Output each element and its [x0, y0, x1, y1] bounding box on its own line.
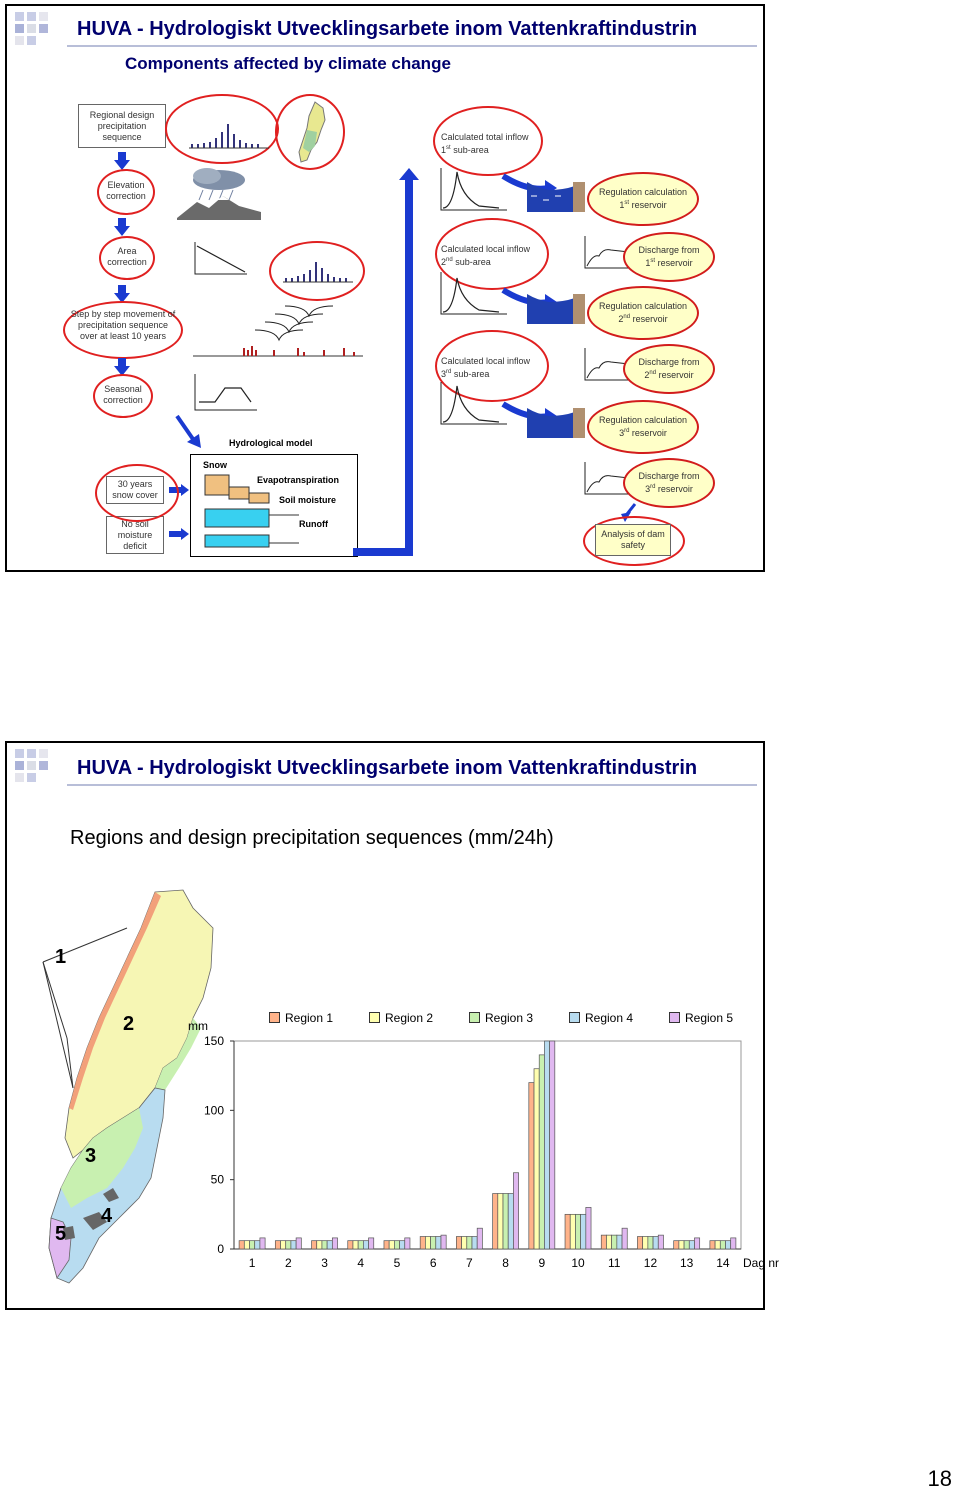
inflow-2-sup: nd — [446, 257, 453, 263]
bar-region-2 — [570, 1214, 575, 1249]
no-soil-box: No soil moisture deficit — [106, 516, 164, 554]
bar-region-5 — [332, 1238, 337, 1249]
plot-area — [234, 1041, 741, 1249]
elevation-label: Elevation correction — [106, 180, 146, 201]
bar-region-5 — [550, 1041, 555, 1249]
bar-region-4 — [436, 1237, 441, 1249]
hydrograph-1-icon — [439, 166, 509, 212]
inflow-3-tail: sub-area — [451, 369, 490, 379]
arrow-to-model-icon — [175, 414, 203, 450]
discharge-3-sup: rd — [650, 484, 656, 490]
bar-region-5 — [477, 1228, 482, 1249]
regulation-2-title: Regulation calculation — [598, 301, 688, 311]
regulation-3-oval — [587, 400, 699, 454]
reservoir-1-icon — [527, 178, 587, 214]
legend-swatch — [569, 1012, 580, 1023]
bar-region-2 — [281, 1241, 286, 1249]
bar-region-1 — [239, 1241, 244, 1249]
bar-region-5 — [369, 1238, 374, 1249]
bar-region-4 — [581, 1214, 586, 1249]
bar-region-1 — [493, 1194, 498, 1249]
x-tick-label: 9 — [538, 1256, 546, 1270]
bar-region-2 — [389, 1241, 394, 1249]
bar-region-1 — [312, 1241, 317, 1249]
discharge-1-label — [638, 245, 699, 269]
regulation-3-num: 3 — [619, 428, 625, 438]
x-tick-label: 14 — [716, 1256, 730, 1270]
legend-swatch — [269, 1012, 280, 1023]
inflow-1-label — [441, 132, 541, 156]
discharge-1-tail: reservoir — [655, 258, 693, 268]
bar-region-3 — [720, 1241, 725, 1249]
inflow-2-label — [441, 244, 545, 268]
bar-region-5 — [405, 1238, 410, 1249]
region-4-label: 4 — [101, 1205, 113, 1227]
bar-region-3 — [575, 1214, 580, 1249]
bar-region-1 — [529, 1083, 534, 1249]
x-tick-label: 4 — [357, 1256, 365, 1270]
bar-region-3 — [648, 1237, 653, 1249]
bar-region-2 — [534, 1069, 539, 1249]
bar-region-4 — [544, 1041, 549, 1249]
bar-region-4 — [508, 1194, 513, 1249]
bar-region-1 — [601, 1235, 606, 1249]
bar-region-4 — [255, 1241, 260, 1249]
legend-label: Region 2 — [385, 1011, 434, 1025]
bar-region-1 — [348, 1241, 353, 1249]
legend-swatch — [469, 1012, 480, 1023]
bar-region-3 — [358, 1241, 363, 1249]
bar-region-5 — [731, 1238, 736, 1249]
x-tick-label: 1 — [248, 1256, 256, 1270]
runoff-label: Runoff — [299, 519, 328, 529]
bar-region-2 — [606, 1235, 611, 1249]
legend-item — [269, 1011, 333, 1025]
bar-region-1 — [456, 1237, 461, 1249]
bar-region-3 — [322, 1241, 327, 1249]
bar-region-2 — [244, 1241, 249, 1249]
header-title: HUVA - Hydrologiskt Utvecklingsarbete inom Vattenkraftindustrin — [77, 18, 698, 40]
regulation-1-num: 1 — [619, 200, 625, 210]
header-title: HUVA - Hydrologiskt Utvecklingsarbete inom Vattenkraftindustrin — [77, 757, 698, 779]
discharge-2-oval — [623, 344, 715, 394]
x-tick-label: 6 — [429, 1256, 437, 1270]
bar-region-2 — [317, 1241, 322, 1249]
bar-region-1 — [637, 1237, 642, 1249]
header-rule — [67, 784, 757, 786]
inflow-2-title: Calculated local inflow — [441, 244, 531, 254]
regulation-3-label — [599, 415, 687, 439]
discharge-2-tail: reservoir — [656, 370, 694, 380]
chart-ylabel: mm — [188, 1019, 208, 1033]
bar-region-5 — [441, 1235, 446, 1249]
model-tanks-icon — [203, 473, 303, 553]
discharge-3-tail: reservoir — [655, 484, 693, 494]
legend-label: Region 4 — [585, 1011, 634, 1025]
regulation-2-tail: reservoir — [630, 314, 668, 324]
reservoir-2-icon — [527, 290, 587, 326]
bar-region-3 — [539, 1055, 544, 1249]
regional-sequence-box: Regional design precipitation sequence — [78, 104, 166, 148]
hydrograph-3-icon — [439, 380, 509, 426]
snow-nosoil-oval — [95, 464, 179, 522]
x-tick-label: 8 — [502, 1256, 509, 1270]
precipitation-chart — [177, 1031, 780, 1271]
x-tick-label: 10 — [571, 1256, 585, 1270]
y-tick-label: 50 — [210, 1172, 224, 1187]
bar-region-2 — [498, 1194, 503, 1249]
soil-label: Soil moisture — [279, 495, 337, 505]
discharge-3-label — [638, 471, 699, 495]
hydrograph-2-icon — [439, 270, 509, 316]
y-tick-label: 150 — [203, 1034, 224, 1048]
bar-region-4 — [689, 1241, 694, 1249]
regulation-1-label — [599, 187, 687, 211]
regulation-2-sup: nd — [623, 314, 631, 320]
bar-region-5 — [694, 1238, 699, 1249]
bar-region-2 — [643, 1237, 648, 1249]
bar-region-3 — [612, 1235, 617, 1249]
region-5-label: 5 — [55, 1223, 67, 1245]
area-bars-icon — [283, 258, 353, 284]
region-1-label: 1 — [55, 946, 67, 968]
page-number: 18 — [927, 1466, 952, 1491]
legend-swatch — [369, 1012, 380, 1023]
area-curve-icon — [193, 240, 249, 276]
regional-bars-icon — [189, 120, 269, 150]
discharge-2-sup: nd — [649, 370, 657, 376]
discharge-2-num: 2 — [644, 370, 650, 380]
inflow-1-title: Calculated total inflow — [441, 132, 529, 142]
regulation-1-oval — [587, 172, 699, 226]
hydrological-model-title: Hydrological model — [229, 438, 313, 448]
discharge-2-label — [638, 357, 699, 381]
discharge-3-title: Discharge from — [638, 471, 700, 481]
bar-region-5 — [586, 1207, 591, 1249]
bar-region-4 — [617, 1235, 622, 1249]
evap-label: Evapotranspiration — [257, 475, 340, 485]
rain-cloud-icon — [177, 166, 261, 220]
x-tick-label: 3 — [321, 1256, 328, 1270]
bar-region-2 — [425, 1237, 430, 1249]
discharge-1-oval — [623, 232, 715, 282]
bar-region-4 — [653, 1237, 658, 1249]
legend-label: Region 5 — [685, 1011, 734, 1025]
bar-region-3 — [431, 1237, 436, 1249]
stepbystep-label: Step by step movement of precipitation sequence over at least 10 years — [70, 309, 176, 341]
bar-region-4 — [363, 1241, 368, 1249]
x-tick-label: 11 — [608, 1256, 621, 1270]
inflow-3-title: Calculated local inflow — [441, 356, 531, 366]
down-arrow-icon — [114, 152, 130, 170]
bar-region-2 — [353, 1241, 358, 1249]
header-decoration — [11, 8, 71, 58]
x-tick-label: 12 — [643, 1256, 658, 1270]
inflow-2-num: 2 — [441, 257, 447, 267]
sweden-map-icon — [285, 100, 337, 164]
x-tick-label: 7 — [466, 1256, 473, 1270]
bar-region-2 — [462, 1237, 467, 1249]
chart-legend — [269, 1011, 749, 1027]
bar-region-3 — [286, 1241, 291, 1249]
discharge-2-title: Discharge from — [638, 357, 700, 367]
y-tick-label: 0 — [217, 1242, 224, 1256]
inflow-3-num: 3 — [441, 369, 447, 379]
main-flow-arrow-icon — [347, 166, 433, 556]
legend-label: Region 3 — [485, 1011, 534, 1025]
regulation-1-tail: reservoir — [629, 200, 667, 210]
legend-item — [369, 1011, 433, 1025]
legend-label: Region 1 — [285, 1011, 334, 1025]
bar-region-4 — [327, 1241, 332, 1249]
region-2-label: 2 — [123, 1013, 135, 1035]
inflow-1-tail: sub-area — [450, 145, 489, 155]
inflow-1-sup: st — [446, 145, 451, 151]
legend-item — [469, 1011, 533, 1025]
inflow-3-sup: rd — [446, 369, 452, 375]
x-tick-label: 13 — [679, 1256, 694, 1270]
regulation-3-tail: reservoir — [629, 428, 667, 438]
discharge-1-num: 1 — [645, 258, 651, 268]
slide-components — [5, 4, 765, 572]
bar-region-3 — [250, 1241, 255, 1249]
regulation-1-sup: st — [624, 200, 630, 206]
slide-subtitle: Components affected by climate change — [125, 54, 451, 73]
regulation-3-sup: rd — [624, 428, 630, 434]
discharge-1-title: Discharge from — [638, 245, 700, 255]
header-rule — [67, 45, 757, 47]
bar-region-1 — [710, 1241, 715, 1249]
bar-region-2 — [679, 1241, 684, 1249]
bar-region-3 — [467, 1237, 472, 1249]
bar-region-3 — [394, 1241, 399, 1249]
legend-item — [569, 1011, 633, 1025]
legend-swatch — [669, 1012, 680, 1023]
bar-region-4 — [472, 1237, 477, 1249]
bar-region-1 — [275, 1241, 280, 1249]
legend-item — [669, 1011, 733, 1025]
bar-region-3 — [684, 1241, 689, 1249]
discharge-1-sup: st — [650, 258, 656, 264]
regulation-3-title: Regulation calculation — [598, 415, 688, 425]
region-3-label: 3 — [85, 1145, 97, 1167]
seasonal-curve-icon — [193, 372, 259, 412]
slide-regions — [5, 741, 780, 1310]
bar-region-5 — [296, 1238, 301, 1249]
right-arrow-icon — [169, 528, 189, 540]
slide-title: Regions and design precipitation sequences (mm/24h) — [70, 827, 554, 849]
bar-region-4 — [291, 1241, 296, 1249]
x-axis-label: Dag nr — [743, 1256, 780, 1270]
seasonal-label: Seasonal correction — [103, 384, 143, 405]
y-tick-label: 100 — [203, 1103, 224, 1118]
snow-cover-box: 30 years snow cover — [106, 476, 164, 504]
hydrological-model-box — [190, 454, 358, 557]
bar-region-1 — [384, 1241, 389, 1249]
bar-region-3 — [503, 1194, 508, 1249]
header-decoration — [11, 745, 71, 795]
bar-region-1 — [420, 1237, 425, 1249]
regulation-2-num: 2 — [618, 314, 624, 324]
reservoir-3-icon — [527, 404, 587, 440]
discharge-3-oval — [623, 458, 715, 508]
bar-region-1 — [565, 1214, 570, 1249]
discharge-3-num: 3 — [645, 484, 651, 494]
step-movement-icon — [193, 302, 363, 358]
regulation-2-oval — [587, 286, 699, 340]
bar-region-2 — [715, 1241, 720, 1249]
down-arrow-icon — [114, 218, 130, 236]
area-label: Area correction — [107, 246, 147, 267]
bar-region-4 — [400, 1241, 405, 1249]
bar-region-5 — [513, 1173, 518, 1249]
x-tick-label: 5 — [393, 1256, 401, 1270]
analysis-box: Analysis of dam safety — [595, 524, 671, 556]
bar-region-5 — [260, 1238, 265, 1249]
bar-region-5 — [658, 1235, 663, 1249]
bar-region-1 — [674, 1241, 679, 1249]
inflow-2-tail: sub-area — [452, 257, 491, 267]
bar-region-5 — [622, 1228, 627, 1249]
x-tick-label: 2 — [284, 1256, 292, 1270]
snow-label: Snow — [203, 460, 227, 470]
regulation-2-label — [599, 301, 687, 325]
regulation-1-title: Regulation calculation — [598, 187, 688, 197]
inflow-1-num: 1 — [441, 145, 447, 155]
bar-region-4 — [725, 1241, 730, 1249]
inflow-3-label — [441, 356, 545, 380]
